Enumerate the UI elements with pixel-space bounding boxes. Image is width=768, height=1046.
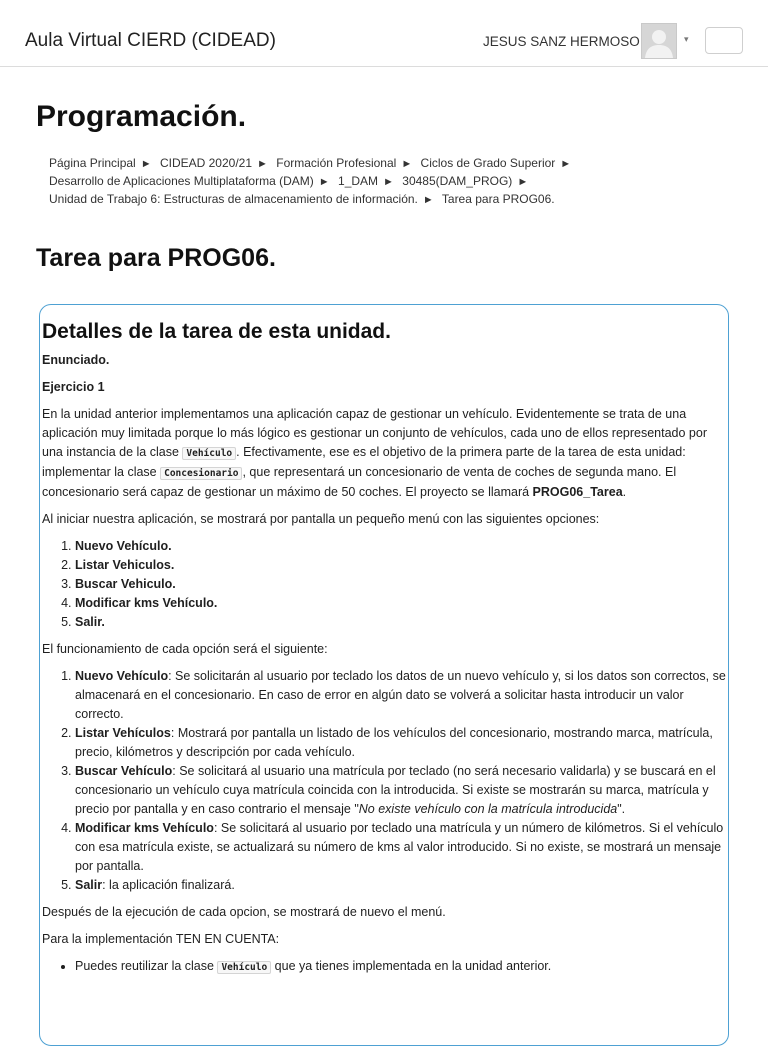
list-item: 4. Modificar kms Vehículo: Se solicitará al usuario por teclado una matrícula y un número de kilómetros. Si el vehículo con esa matrícula existe, se actualizará su número de kms al valor introducido. Si no existe, se mostrará un mensaje por pantalla. (75, 819, 726, 876)
breadcrumb (49, 155, 649, 209)
breadcrumb-item[interactable]: 30485(DAM_PROG) (402, 174, 513, 188)
class-name-code: Concesionario (160, 467, 242, 480)
list-item: 3. Buscar Vehiculo. (75, 575, 726, 594)
list-item: 2. Listar Vehiculos. (75, 556, 726, 575)
assignment-description-box (39, 304, 729, 1046)
class-name-code: Vehículo (217, 961, 271, 974)
list-item: 4. Modificar kms Vehículo. (75, 594, 726, 613)
breadcrumb-item[interactable]: Página Principal (49, 156, 136, 170)
description-heading: Detalles de la tarea de esta unidad. (42, 320, 391, 343)
list-item: 2. Listar Vehículos: Mostrará por pantalla un listado de los vehículos del concesionario, mostrando marca, matrícula, precio, kilómetros y descripción por cada vehículo. (75, 724, 726, 762)
breadcrumb-current: Tarea para PROG06. (441, 192, 555, 206)
class-name-code: Vehículo (182, 447, 236, 460)
site-name-link[interactable]: Aula Virtual CIERD (CIDEAD) (25, 30, 276, 51)
intro-paragraph: En la unidad anterior implementamos una aplicación capaz de gestionar un vehículo. Evidentemente se trata de una aplicación muy limitada porque lo más lógico es gestionar un conjunto de vehículos, cada uno de ellos representado por una instancia de la clase Vehículo . Efectivamente, ese es el objetivo de la primera parte de la tarea de esta unidad: implementar la clase Concesionario , que representará un concesionario de venta de coches de segunda mano. El concesionario será capaz de gestionar un máximo de 50 coches. El proyecto se llamará PROG06_Tarea. (42, 407, 707, 499)
top-navbar (0, 0, 768, 67)
breadcrumb-separator-icon: ► (383, 176, 394, 188)
breadcrumb-item[interactable]: Desarrollo de Aplicaciones Multiplataforma (DAM) (49, 174, 314, 188)
breadcrumb-separator-icon: ► (140, 158, 152, 170)
user-silhouette-icon (642, 24, 676, 58)
list-item: 5. Salir. (75, 613, 726, 632)
menu-intro-paragraph: Al iniciar nuestra aplicación, se mostrará por pantalla un pequeño menú con las siguientes opciones: (42, 512, 600, 526)
breadcrumb-item[interactable]: 1_DAM (338, 174, 379, 188)
list-item: • Puedes reutilizar la clase Vehículo que ya tienes implementada en la unidad anterior. (75, 957, 726, 977)
breadcrumb-item[interactable]: Formación Profesional (276, 156, 397, 170)
ejercicio-label: Ejercicio 1 (42, 380, 105, 394)
user-name[interactable]: JESUS SANZ HERMOSO (483, 34, 640, 49)
breadcrumb-item[interactable]: Unidad de Trabajo 6: Estructuras de almacenamiento de información. (49, 192, 418, 206)
breadcrumb-item[interactable]: CIDEAD 2020/21 (159, 156, 253, 170)
enunciado-label: Enunciado. (42, 353, 110, 367)
user-avatar[interactable] (641, 23, 677, 59)
breadcrumb-separator-icon: ► (401, 158, 413, 170)
breadcrumb-separator-icon: ► (560, 158, 572, 170)
functionality-list (42, 667, 726, 895)
project-name: PROG06_Tarea (532, 485, 623, 499)
list-item: 3. Buscar Vehículo: Se solicitará al usuario una matrícula por teclado (no será necesario validarla) y se buscará en el concesionario un vehículo cuya matrícula coincida con la introducida. Si existe se mostrarán su marca, matrícula y precio por pantalla y en caso contrario el mensaje "No existe vehículo con la matrícula introducida". (75, 762, 726, 819)
breadcrumb-separator-icon: ► (422, 194, 434, 206)
breadcrumb-item[interactable]: Ciclos de Grado Superior (420, 156, 556, 170)
menu-options-list (42, 537, 726, 632)
breadcrumb-separator-icon: ► (517, 176, 529, 188)
after-paragraph: Después de la ejecución de cada opcion, se mostrará de nuevo el menú. (42, 905, 446, 919)
breadcrumb-separator-icon: ► (318, 176, 330, 188)
assignment-title: Tarea para PROG06. (36, 244, 276, 272)
functionality-intro-paragraph: El funcionamiento de cada opción será el siguiente: (42, 642, 328, 656)
list-item: 1. Nuevo Vehículo. (75, 537, 726, 556)
list-item: 5. Salir: la aplicación finalizará. (75, 876, 726, 895)
implementation-notes-list (42, 957, 726, 977)
implementation-intro: Para la implementación TEN EN CUENTA: (42, 932, 280, 946)
list-item: 1. Nuevo Vehículo: Se solicitarán al usuario por teclado los datos de un nuevo vehículo y, si los datos son correctos, se almacenará en el concesionario. En caso de error en algún dato se volverá a solicitar hasta introducir un valor correcto. (75, 667, 726, 724)
user-menu-caret-icon[interactable]: ▾ (684, 34, 689, 44)
page-title: Programación. (36, 100, 247, 133)
nav-toggle-button[interactable] (705, 27, 743, 54)
breadcrumb-separator-icon: ► (257, 158, 268, 170)
